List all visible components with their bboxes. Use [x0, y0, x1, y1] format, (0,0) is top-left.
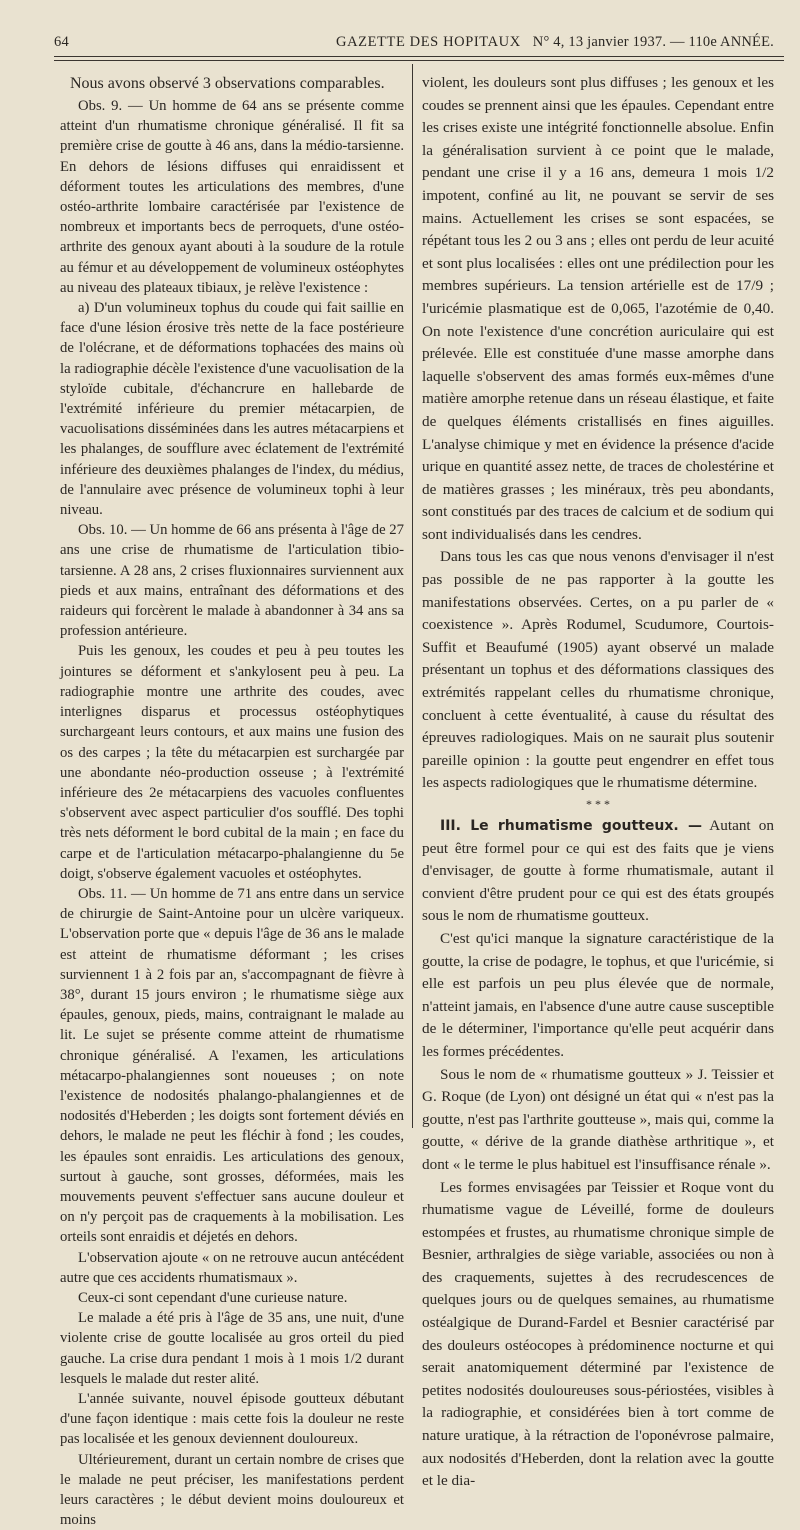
- observation-11-c: Ceux-ci sont cependant d'une curieuse nature.: [78, 1289, 348, 1306]
- section-heading: III. Le rhumatisme goutteux. —: [440, 818, 702, 834]
- header-rule: [54, 56, 784, 57]
- observation-11-f: Ultérieurement, durant un certain nombre de crises que le malade ne peut préciser, les manifestations perdent leurs caractères ; le début devient moins douloureux et moins: [60, 1451, 404, 1529]
- observation-9-a: a) D'un volumineux tophus du coude qui fait saillie en face d'une lésion érosive très nette de la face postérieure de l'olécrane, et de déformations tophacées des mains où la radiographie décèle l'existence d'une vacuolisation de la styloïde cubitale, d'échancrure en hallebarde de l'extrémité inférieure du premier métacarpien, de vacuolisations disséminées dans les autres métacarpiens et les phalanges, de soufflure avec éclatement de l'extrémité inférieure des deuxièmes phalanges de l'index, du médius, de l'annulaire avec présence de volumineux tophi à leur niveau.: [60, 300, 404, 519]
- page-number: 64: [54, 34, 69, 50]
- observation-11-d: Le malade a été pris à l'âge de 35 ans, une nuit, d'une violente crise de goutte localisée au gros orteil du pied gauche. La crise dura pendant 1 mois à 1 mois 1/2 durant lesquels le malade dut rester alité.: [60, 1310, 404, 1387]
- continuation-paragraph: violent, les douleurs sont plus diffuses ; les genoux et les coudes se prennent ainsi que les épaules. Cependant entre les crises existe une intégrité fonctionnelle absolue. Enfin la généralisation survient à ce point que le malade, pendant une crise il y a 16 ans, demeura 1 mois 1/2 impotent, confiné au lit, ne pouvant se servir de ses mains. Actuellement les crises se sont espacées, se répétant tous les 2 ou 3 ans ; elles ont perdu de leur acuité et sont plus localisées : elles ont une prédilection pour les membres supérieurs. La tension artérielle est de 17/9 ; l'uricémie plasmatique est de 0,065, l'azotémie de 0,40. On note l'existence d'une concrétion auriculaire qui est prélevée. Elle est constituée d'une masse amorphe dans laquelle s'observent des amas formés eux-mêmes d'une matière amorphe retenue dans un réseau élastique, et faite de quelques éléments cristallisés en fines aiguilles. L'analyse chimique y met en évidence la présence d'acide urique en quantité assez nette, de traces de cholestérine et de matières grasses ; les minéraux, très peu abondants, sont constitués par des traces de calcium et de sodium qui sont individualisés dans les cendres.: [422, 74, 774, 543]
- section-3-paragraph: [422, 815, 774, 928]
- page-header: [54, 34, 774, 52]
- observation-11-b: L'observation ajoute « on ne retrouve aucun antécédent autre que ces accidents rhumatismaux ».: [60, 1249, 404, 1286]
- section-separator: * * *: [586, 797, 610, 811]
- observation-10: Obs. 10. — Un homme de 66 ans présenta à l'âge de 27 ans une crise de rhumatisme de l'articulation tibio-tarsienne. A 28 ans, 2 crises fluxionnaires surviennent aux pieds et aux mains, entraînant des déformations et des raideurs qui forcèrent le malade à abandonner à 34 ans sa profession antérieure.: [60, 522, 404, 640]
- forms-paragraph: Les formes envisagées par Teissier et Roque vont du rhumatisme vague de Léveillé, forme de douleurs estompées et frustes, au rhumatisme chronique simple de Besnier, arthralgies de siège variable, associées ou non à des craquements, sujettes à des recrudescences de quelques jours ou de quelques semaines, au rhumatisme ostéalgique de Durand-Fardel et Besnier caractérisé par des douleurs ostéocopes à prédominence nocturne et qui serait anatomiquement déterminé par l'existence de petites nodosités douloureuses sous-périostées, visibles à la radiographie, et considérées bien à tort comme de nature uratique, à la rétraction de l'oponévrose palmaire, aux nodosités d'Heberden, dont la relation avec la goutte et le dia-: [422, 1178, 774, 1490]
- column-divider: [412, 64, 413, 1128]
- observation-11-e: L'année suivante, nouvel épisode goutteux débutant d'une façon identique : mais cette fois la douleur ne reste pas localisée et les genoux deviennent douloureux.: [60, 1391, 404, 1448]
- teissier-roque-paragraph: Sous le nom de « rhumatisme goutteux » J. Teissier et G. Roque (de Lyon) ont désigné un état qui « n'est pas la goutte, n'est pas l'arthrite goutteuse », mais qui, comme la goutte, « dérive de la grande diathèse arthritique », et dont « le terme le plus habituel est l'insuffisance rénale ».: [422, 1065, 774, 1173]
- intro-paragraph: Nous avons observé 3 observations comparables.: [70, 75, 385, 92]
- discussion-paragraph: Dans tous les cas que nous venons d'envisager il n'est pas possible de ne pas rapporter à la goutte les manifestations observées. Certes, on a pu parler de « coexistence ». Après Rodumel, Scudumore, Courtois-Suffit et Beaufumé (1905) ayant observé un malade présentant un tophus et des déformations classiques des extrémités rappelant celles du rhumatisme chronique, concluent à cette éventualité, à cause du résultat des épreuves radiologiques. Mais on ne saurait plus soutenir pareille opinion : la goutte peut engendrer en effet tous les aspects radiologiques que le rhumatisme détermine.: [422, 548, 774, 792]
- issue-info: N° 4, 13 janvier 1937. — 110e ANNÉE.: [532, 34, 774, 50]
- observation-10-b: Puis les genoux, les coudes et peu à peu toutes les jointures se déforment et s'ankylosent peu à peu. La radiographie montre une arthrite des coudes, avec interlignes disparus et processus ostéophytiques surchargeant leurs contours, et aux mains une fusion des os des carpes ; la tête du métacarpien est surchargée par une abondante néo-production osseuse ; à l'extrémité inférieure des 2e métacarpiens des vacuoles confluentes s'observent avec aspect particulier d'os soufflé. Des tophi très nets déforment le bord cubital de la main ; en face du carpe et de l'articulation métacarpo-phalangienne du 5e doigt, s'observe également vacuoles et ostéophytes.: [60, 643, 404, 882]
- section-3-text: Autant on peut être formel pour ce qui est des faits que je viens d'envisager, de goutte à forme rhumatismale, autant il convient d'être prudent pour ce qui est des états groupés sous le nom de rhumatisme goutteux.: [422, 817, 774, 925]
- observation-9: Obs. 9. — Un homme de 64 ans se présente comme atteint d'un rhumatisme chronique généralisé. Il fit sa première crise de goutte à 46 ans, dans la médio-tarsienne. En dehors de lésions diffuses qui enraidissent et déforment toutes les articulations des membres, d'une ostéo-arthrite lombaire caractérisée par l'existence de nombreux et importants becs de perroquets, d'une ostéo-arthrite des genoux ayant abouti à la soudure de la rotule au fémur et au développement de volumineux ostéophytes au niveau des plateaux tibiaux, je relève l'existence :: [60, 98, 404, 296]
- right-column: [422, 72, 774, 1493]
- left-column: [60, 72, 404, 1530]
- journal-title: GAZETTE DES HOPITAUX: [336, 34, 521, 50]
- observation-11: Obs. 11. — Un homme de 71 ans entre dans un service de chirurgie de Saint-Antoine pour un ulcère variqueux. L'observation porte que « depuis l'âge de 36 ans le malade est atteint de rhumatisme déformant ; les crises surviennent 1 à 2 fois par an, s'accompagnant de fièvre à 38°, durant 15 jours environ ; le rhumatisme siège aux épaules, genoux, pieds, mains, contraignant le malade au lit. Le sujet se présente comme atteint de rhumatisme chronique généralisé. A l'examen, les articulations métacarpo-phalangiennes sont noueuses ; on note l'existence de nodosités phalango-phalangiennes et de nodosités d'Heberden ; les doigts sont fortement déviés en dehors, le malade ne peut les fléchir à fond ; les coudes, les épaules sont enraidis. Les articulations des genoux, surtout à gauche, sont grosses, déformées, mais les mouvements peuvent s'effectuer sans aucune douleur et on n'y perçoit pas de craquements à la mobilisation. Les orteils sont enraidis et déjetés en dehors.: [60, 885, 404, 1246]
- header-rule-double: [54, 60, 784, 61]
- signature-paragraph: C'est qu'ici manque la signature caractéristique de la goutte, la crise de podagre, le tophus, et que l'uricémie, si elle est parfois un peu plus élevée que de normale, n'atteint jamais, en l'absence d'une autre cause susceptible de le déterminer, l'importance qu'elle peut acquérir dans les formes précédentes.: [422, 929, 774, 1060]
